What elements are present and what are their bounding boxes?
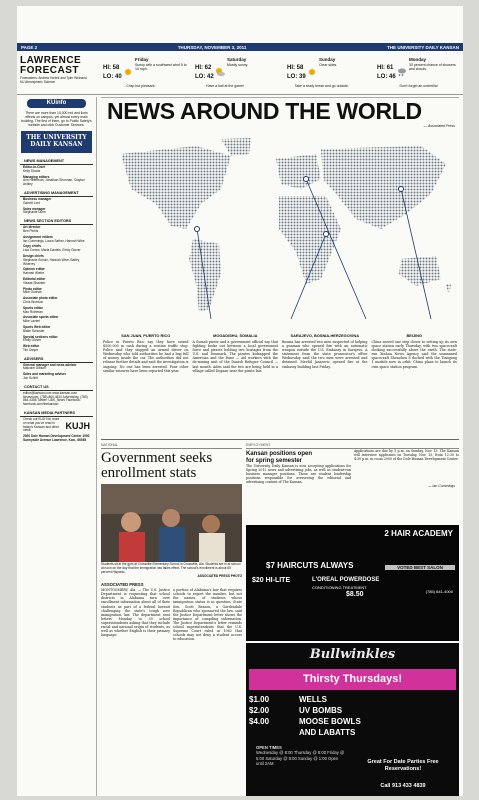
- national-story: [101, 443, 242, 641]
- staff-name: Emily Glover: [23, 338, 42, 343]
- section-label: EMPLOYMENT: [246, 443, 459, 449]
- staff-entry: [17, 315, 96, 325]
- staff-entry: [17, 267, 96, 277]
- story-dateline: MOGADISHU, SOMALIA: [213, 333, 258, 338]
- deal-item: MOOSE BOWLS: [299, 717, 361, 726]
- rain-cloud-icon: [397, 67, 407, 77]
- ad-phone: Call 913 433 4839: [380, 783, 426, 789]
- day-forecast: Sunny with a southwest wind 5 to 10 mph.: [135, 63, 187, 71]
- story-body: China moved one step closer to setting up its own space station early Thursday, with two spacecraft docking successfully above the earth. The state-run Xinhua News Agency said the unmanned spacecraft Shenzhou 8 docked with the Tiangong 1 module now in orbit. China plans to launch its own space station program.: [371, 340, 457, 369]
- staff-role: Managing editors: [23, 174, 50, 179]
- staff-name: Chris Bronson: [23, 299, 44, 304]
- ad-promo: L'OREAL POWERDOSE: [312, 577, 380, 583]
- staff-entry: [17, 344, 96, 354]
- world-news-title: NEWS AROUND THE WORLD: [101, 97, 459, 124]
- staff-sidebar: [17, 97, 97, 796]
- staff-role: Special sections editor: [23, 334, 58, 339]
- hours-list: Wednesday @ 8:00 Thursday @ 8:00 Friday @ 5:00 Saturday @ 8:00 Sunday @ 1:00 Open until 2AM: [256, 750, 345, 766]
- ad-promo: $20 HI-LITE: [252, 577, 291, 584]
- employment-col-1: [246, 449, 351, 484]
- masthead-line-2: DAILY KANSAN: [30, 141, 83, 148]
- staff-entry: [17, 235, 96, 245]
- staff-role: Editorial editor: [23, 276, 46, 281]
- sun-icon: [307, 67, 317, 77]
- staff-name: Blake Schuster: [23, 328, 45, 333]
- staff-entry: [17, 325, 96, 335]
- staff-role: Art director: [23, 225, 41, 230]
- day-name: Friday: [135, 57, 149, 62]
- day-forecast: Mostly sunny.: [227, 63, 249, 67]
- day-tagline: Take a study break and go outside.: [294, 84, 349, 88]
- low-temp: LO: 40: [103, 74, 122, 80]
- kuinfo-logo: KUinfo: [27, 99, 86, 108]
- staff-entry: [17, 306, 96, 316]
- high-temp: HI: 58: [287, 65, 304, 71]
- staff-role: Assignment editors: [23, 234, 53, 239]
- staff-entry: [17, 277, 96, 287]
- world-stories: [101, 333, 459, 437]
- story-columns: [101, 588, 242, 641]
- staff-name: Mike Gunnoe: [23, 290, 42, 295]
- story-body: MONTGOMERY, Ala. — The U.S. Justice Department is requesting that school districts in Alabama turn over enrollment information about all of their students as part of a federal lawsuit challenging the state's tough new immigration law. The department sent letters Monday to 39 school superintendents asking that they include racial and national origin of students, as well as whether English is their primary language.: [101, 588, 170, 638]
- staff-section-heading: ADVERTISING MANAGEMENT: [20, 188, 93, 197]
- staff-name: Tim Dwyer: [23, 347, 39, 352]
- weather-forecast: [17, 53, 463, 95]
- classroom-photo: [101, 484, 242, 562]
- staff-entry: [17, 287, 96, 297]
- world-story: [193, 333, 279, 437]
- media-partners-heading: KANSAN MEDIA PARTNERS: [20, 408, 93, 417]
- world-story: [282, 333, 368, 437]
- staff-role: Web editor: [23, 344, 40, 349]
- ad-brand: 2 HAIR ACADEMY: [384, 529, 453, 538]
- masthead-line-1: THE UNIVERSITY: [26, 134, 87, 141]
- staff-role: Business manager: [23, 196, 52, 201]
- staff-role: Photo editor: [23, 286, 42, 291]
- staff-role: Associate photo editor: [23, 296, 58, 301]
- bar-banner: Thirsty Thursdays!: [249, 669, 456, 690]
- day-tagline: Crisp but pleasant.: [126, 84, 156, 88]
- staff-role: Sales and marketing adviser: [23, 372, 67, 377]
- staff-entry: [17, 225, 96, 235]
- staff-name: Ann Heffernan, Jonathan Shorman, Clayton Ashley: [23, 178, 85, 187]
- contact-heading: CONTACT US: [20, 382, 93, 391]
- bar-name: Bullwinkles: [309, 647, 396, 662]
- deal-price: $2.00: [249, 706, 270, 715]
- deal-row: [249, 695, 327, 704]
- office-address: 2000 Dole Human Development Center 1000 Sunnyside Avenue Lawrence, Kan., 66045: [23, 434, 90, 443]
- ad-banner: VOTED BEST SALON: [385, 565, 455, 570]
- ad-phone: (785) 841-4000: [425, 589, 453, 594]
- day-name: Monday: [409, 57, 427, 62]
- hours-block: [256, 745, 346, 767]
- media-partners-text: Check out KUJH for more on what you've read in today's Kansan and other news.: [23, 417, 60, 433]
- staff-section-heading: NEWS MANAGEMENT: [20, 156, 93, 165]
- deal-row: [249, 706, 342, 715]
- high-temp: HI: 61: [377, 65, 394, 71]
- deal-price: $4.00: [249, 717, 270, 726]
- deal-price: $1.00: [249, 695, 270, 704]
- story-body: A Somali pirate and a government official say that fighting broke out between a local government force and pirates holding two hostages from the U.S. and Denmark. The pirates kidnapped the American and the Dane — aid workers with the de-mining unit of the Danish Refugee Council — last month. Aden said the two are being held in a village called Degaan near the pirate lair.: [192, 340, 278, 373]
- story-body: Police in Puerto Rico say they have seized $500,000 in cash during a routine traffic stop. Police said they stopped an armed driver on Wednesday who told authorities he had a bag full of money inside the car. The authorities did not release further details and said the investigation is ongoing. No one has been arrested. Four other similar seizures have been reported this year.: [103, 340, 189, 373]
- map-pin-beijing: [399, 187, 404, 192]
- forecast-title-block: [20, 56, 98, 84]
- staff-name: Max Rothman: [23, 309, 43, 314]
- world-map: [101, 134, 459, 331]
- day-name: Sunday: [319, 57, 336, 62]
- masthead-logo: [21, 131, 92, 153]
- low-temp: LO: 46: [377, 74, 396, 80]
- deal-item: AND LABATTS: [299, 728, 356, 737]
- staff-name: Stephanie Dunn: [23, 210, 46, 215]
- staff-name: Ian Cummings, Laura Sather, Hannah Wise: [23, 238, 85, 243]
- ad-price: $8.50: [346, 591, 364, 598]
- employment-columns: [246, 449, 459, 484]
- world-story: [372, 333, 458, 437]
- deal-row: [249, 717, 361, 726]
- story-body: a portion of Alabama's law that requires schools to report the number, but not the names, of students whose immigration status is in question. State Sen. Scott Beason, a Gardendale Republican who sponsored the law, said the Justice Department letter shows the importance of compiling information. The Justice Department's letter reminds school superintendents that the U.S. Supreme Court ruled in 1982 that schools may not deny a student access to education.: [173, 588, 242, 642]
- staff-section-heading: NEWS SECTION EDITORS: [20, 216, 93, 225]
- staff-role: Design chiefs: [23, 253, 44, 258]
- story-body: The University Daily Kansan is now accepting applications for Spring 2012 news and advertising jobs, as well as student-run business manager positions. Those are student leadership positions responsible for overseeing the editorial and advertising content of The Kansan.: [246, 464, 351, 484]
- deal-row: [249, 728, 355, 737]
- ad-cta: Great For Date Parties Free Reservations!: [367, 759, 439, 772]
- staff-name: Mike Lavieri: [23, 319, 41, 324]
- staff-role: Copy chiefs: [23, 244, 42, 249]
- newspaper-page: [17, 6, 463, 796]
- kujh-logo: KUJH: [65, 420, 90, 431]
- story-photo: [101, 484, 242, 562]
- page-date: THURSDAY, NOVEMBER 3, 2011: [177, 44, 247, 50]
- staff-name: Malcolm Gibson: [23, 366, 46, 371]
- page-number: PAGE 2: [21, 44, 38, 50]
- contact-info: editor@kansan.com www.kansan.com Newsroom: (785)-864-4810 Advertising: (785) 864-4358 Twitter: UDK_News Facebook: facebook.com/thekansan: [23, 390, 88, 407]
- staff-section-heading: ADVISERS: [20, 354, 93, 363]
- photo-caption: Students sit at the gym at Crossville Elementary School in Crossville, Ala. Students are in at school at noon on the day that the immigration law takes effect. The school's enrollment is about 65 percent Hispanic.: [101, 562, 241, 574]
- bullwinkles-ad[interactable]: [246, 643, 459, 796]
- staff-list: [17, 156, 96, 382]
- map-pin-san-juan: [195, 227, 200, 232]
- world-story: [103, 333, 189, 437]
- staff-entry: [17, 165, 96, 175]
- staff-entry: [17, 175, 96, 188]
- sun-icon: [123, 67, 133, 77]
- staff-entry: [17, 197, 96, 207]
- ad-promo-sub: CONDITIONING TREATMENT: [312, 585, 367, 590]
- deal-item: WELLS: [299, 695, 327, 704]
- section-label: NATIONAL: [101, 443, 242, 449]
- story-dateline: BEIJING: [406, 333, 423, 338]
- staff-entry: [17, 207, 96, 217]
- media-partners: [17, 417, 96, 434]
- forecast-dept: KU Atmospheric Science: [20, 80, 56, 84]
- staff-role: Sports Web editor: [23, 324, 51, 329]
- page-header-bar: [17, 43, 463, 51]
- staff-role: Sports editor: [23, 305, 43, 310]
- photo-credit: ASSOCIATED PRESS PHOTO: [197, 574, 242, 579]
- story-headline: Government seeks enrollment stats: [101, 450, 213, 481]
- staff-entry: [17, 296, 96, 306]
- staff-entry: [17, 363, 96, 373]
- forecast-taglines: [101, 84, 463, 88]
- story-dateline: SAN JUAN, PUERTO RICO: [121, 333, 171, 338]
- forecast-title-1: LAWRENCE: [20, 55, 82, 66]
- map-pin-mogadishu: [324, 232, 329, 237]
- staff-role: Associate sports editor: [23, 315, 59, 320]
- story-credit: — Ian Cummings: [427, 484, 455, 488]
- staff-role: Opinion editor: [23, 267, 45, 272]
- staff-name: Kelly Stroda: [23, 168, 41, 173]
- sun-cloud-icon: [215, 67, 225, 77]
- day-tagline: Don't forget an umbrella!: [399, 84, 438, 88]
- staff-entry: [17, 254, 96, 267]
- staff-name: Stephanie Schulz, Hannah Wise, Bailey Wherrey: [23, 257, 80, 266]
- world-news-header: [101, 97, 459, 128]
- staff-name: Hannah Wiebe: [23, 271, 45, 276]
- story-dateline: SARAJEVO, BOSNIA-HERZEGOVINA: [290, 333, 360, 338]
- map-pin-sarajevo: [304, 177, 309, 182]
- kuinfo-blurb: There are more than 10,000 red and lions effects on campus, yet almost every main building. The first of them, go to Public Safety's website and click Customer Services.: [21, 111, 92, 127]
- paper-name: THE UNIVERSITY DAILY KANSAN: [387, 44, 459, 50]
- day-forecast: Clear skies.: [319, 63, 338, 67]
- staff-name: Lisa Curran, Marla Daniels, Emily Glover: [23, 248, 81, 253]
- staff-name: Jon Schlitt: [23, 376, 38, 381]
- story-byline: ASSOCIATED PRESS: [101, 582, 144, 588]
- hair-academy-ad[interactable]: [246, 525, 459, 641]
- staff-role: Editor-in-Chief: [23, 165, 46, 169]
- high-temp: HI: 62: [195, 65, 212, 71]
- employment-story: [246, 443, 459, 488]
- forecast-credit: Forecasters: Andrew Hodek and Tyler Weinand: [20, 76, 87, 80]
- staff-name: Vikaas Shanker: [23, 280, 46, 285]
- staff-entry: [17, 335, 96, 345]
- story-body: Bosnia has arrested two men suspected of helping a gunman who opened fire with an automatic weapon outside the U.S. Embassy in Sarajevo. A statement from the state prosecutor's office Wednesday said the two men were arrested and detained. Mevlid Jasarevic opened fire at the embassy building last Friday.: [282, 340, 368, 369]
- staff-role: Sales manager: [23, 206, 46, 211]
- world-news-credit: — Associated Press: [423, 124, 455, 128]
- staff-name: Garrett Lent: [23, 200, 41, 205]
- staff-role: General manager and news adviser: [23, 362, 77, 367]
- low-temp: LO: 42: [195, 74, 214, 80]
- day-tagline: Have a ball at the game!: [206, 84, 244, 88]
- staff-name: Ben Pirrilis: [23, 228, 39, 233]
- day-name: Saturday: [227, 57, 247, 62]
- hours-title: OPEN TIMES: [256, 745, 282, 750]
- high-temp: HI: 58: [103, 65, 120, 71]
- story-headline: Kansan positions open for spring semester: [246, 451, 313, 464]
- staff-entry: [17, 244, 96, 254]
- section-divider: [101, 439, 459, 440]
- story-body: Applications are due by 5 p.m. on Sunday, Nov. 13. The Kansan will interview applicants on Tuesday, Nov. 15, from 12:30 to 4:30 p.m. in room 2000 of the Dole Human Development Center.: [354, 449, 459, 461]
- forecast-title-2: FORECAST: [20, 65, 79, 76]
- day-forecast: 30 percent chance of showers and clouds.: [409, 63, 456, 71]
- deal-item: UV BOMBS: [299, 706, 343, 715]
- staff-entry: [17, 372, 96, 382]
- ad-headline: $7 HAIRCUTS ALWAYS: [266, 561, 354, 570]
- low-temp: LO: 39: [287, 74, 306, 80]
